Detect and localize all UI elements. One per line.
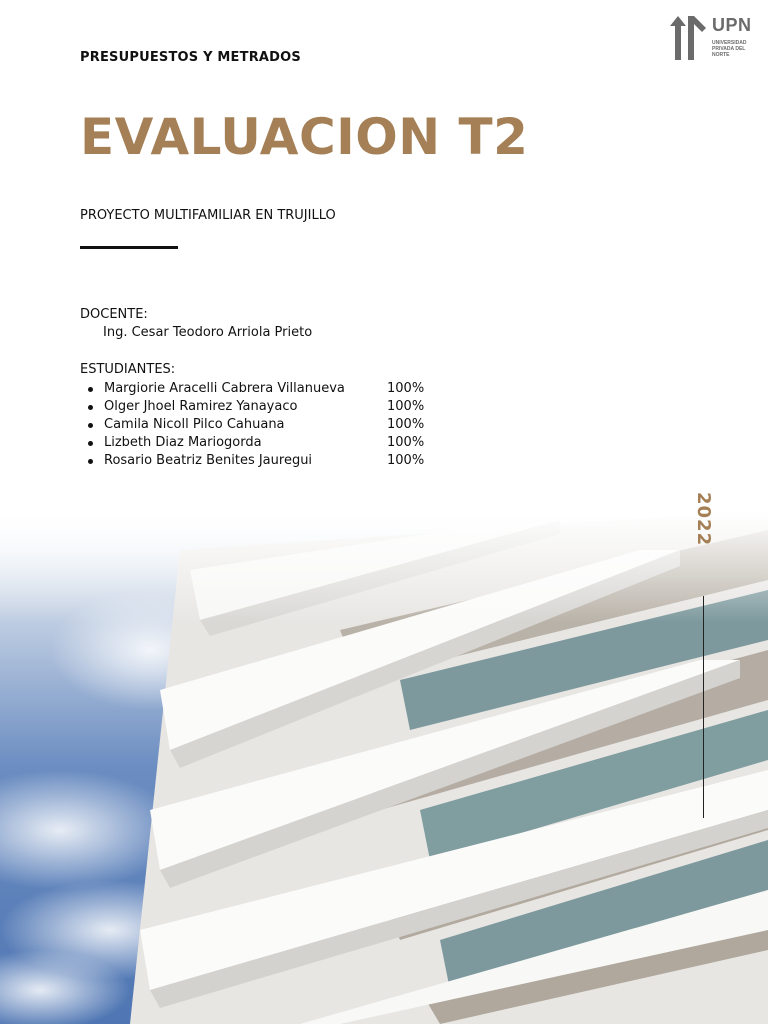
page-title: EVALUACION T2 (80, 108, 529, 166)
year-label: 2022 (693, 492, 714, 547)
teacher-name: Ing. Cesar Teodoro Arriola Prieto (103, 325, 313, 340)
bullet-icon (88, 459, 93, 464)
student-percent: 100% (387, 435, 425, 450)
bullet-icon (88, 423, 93, 428)
building-photo (0, 510, 768, 1024)
student-name: Camila Nicoll Pilco Cahuana (104, 417, 285, 432)
student-name: Rosario Beatriz Benites Jauregui (104, 453, 313, 468)
title-divider (80, 246, 178, 249)
student-name: Lizbeth Diaz Mariogorda (104, 435, 262, 450)
project-subtitle: PROYECTO MULTIFAMILIAR EN TRUJILLO (80, 208, 336, 223)
student-percent: 100% (387, 381, 425, 396)
students-label: ESTUDIANTES: (80, 362, 176, 377)
student-name: Olger Jhoel Ramirez Yanayaco (104, 399, 298, 414)
student-percent: 100% (387, 399, 425, 414)
vertical-divider (703, 596, 704, 818)
logo-text: UPN (712, 15, 752, 35)
student-percent: 100% (387, 417, 425, 432)
bullet-icon (88, 387, 93, 392)
bullet-icon (88, 405, 93, 410)
student-name: Margiorie Aracelli Cabrera Villanueva (104, 381, 345, 396)
teacher-label: DOCENTE: (80, 307, 148, 322)
logo-subtitle: UNIVERSIDAD PRIVADA DEL NORTE (712, 40, 747, 58)
student-percent: 100% (387, 453, 425, 468)
course-name: PRESUPUESTOS Y METRADOS (80, 50, 301, 65)
bullet-icon (88, 441, 93, 446)
